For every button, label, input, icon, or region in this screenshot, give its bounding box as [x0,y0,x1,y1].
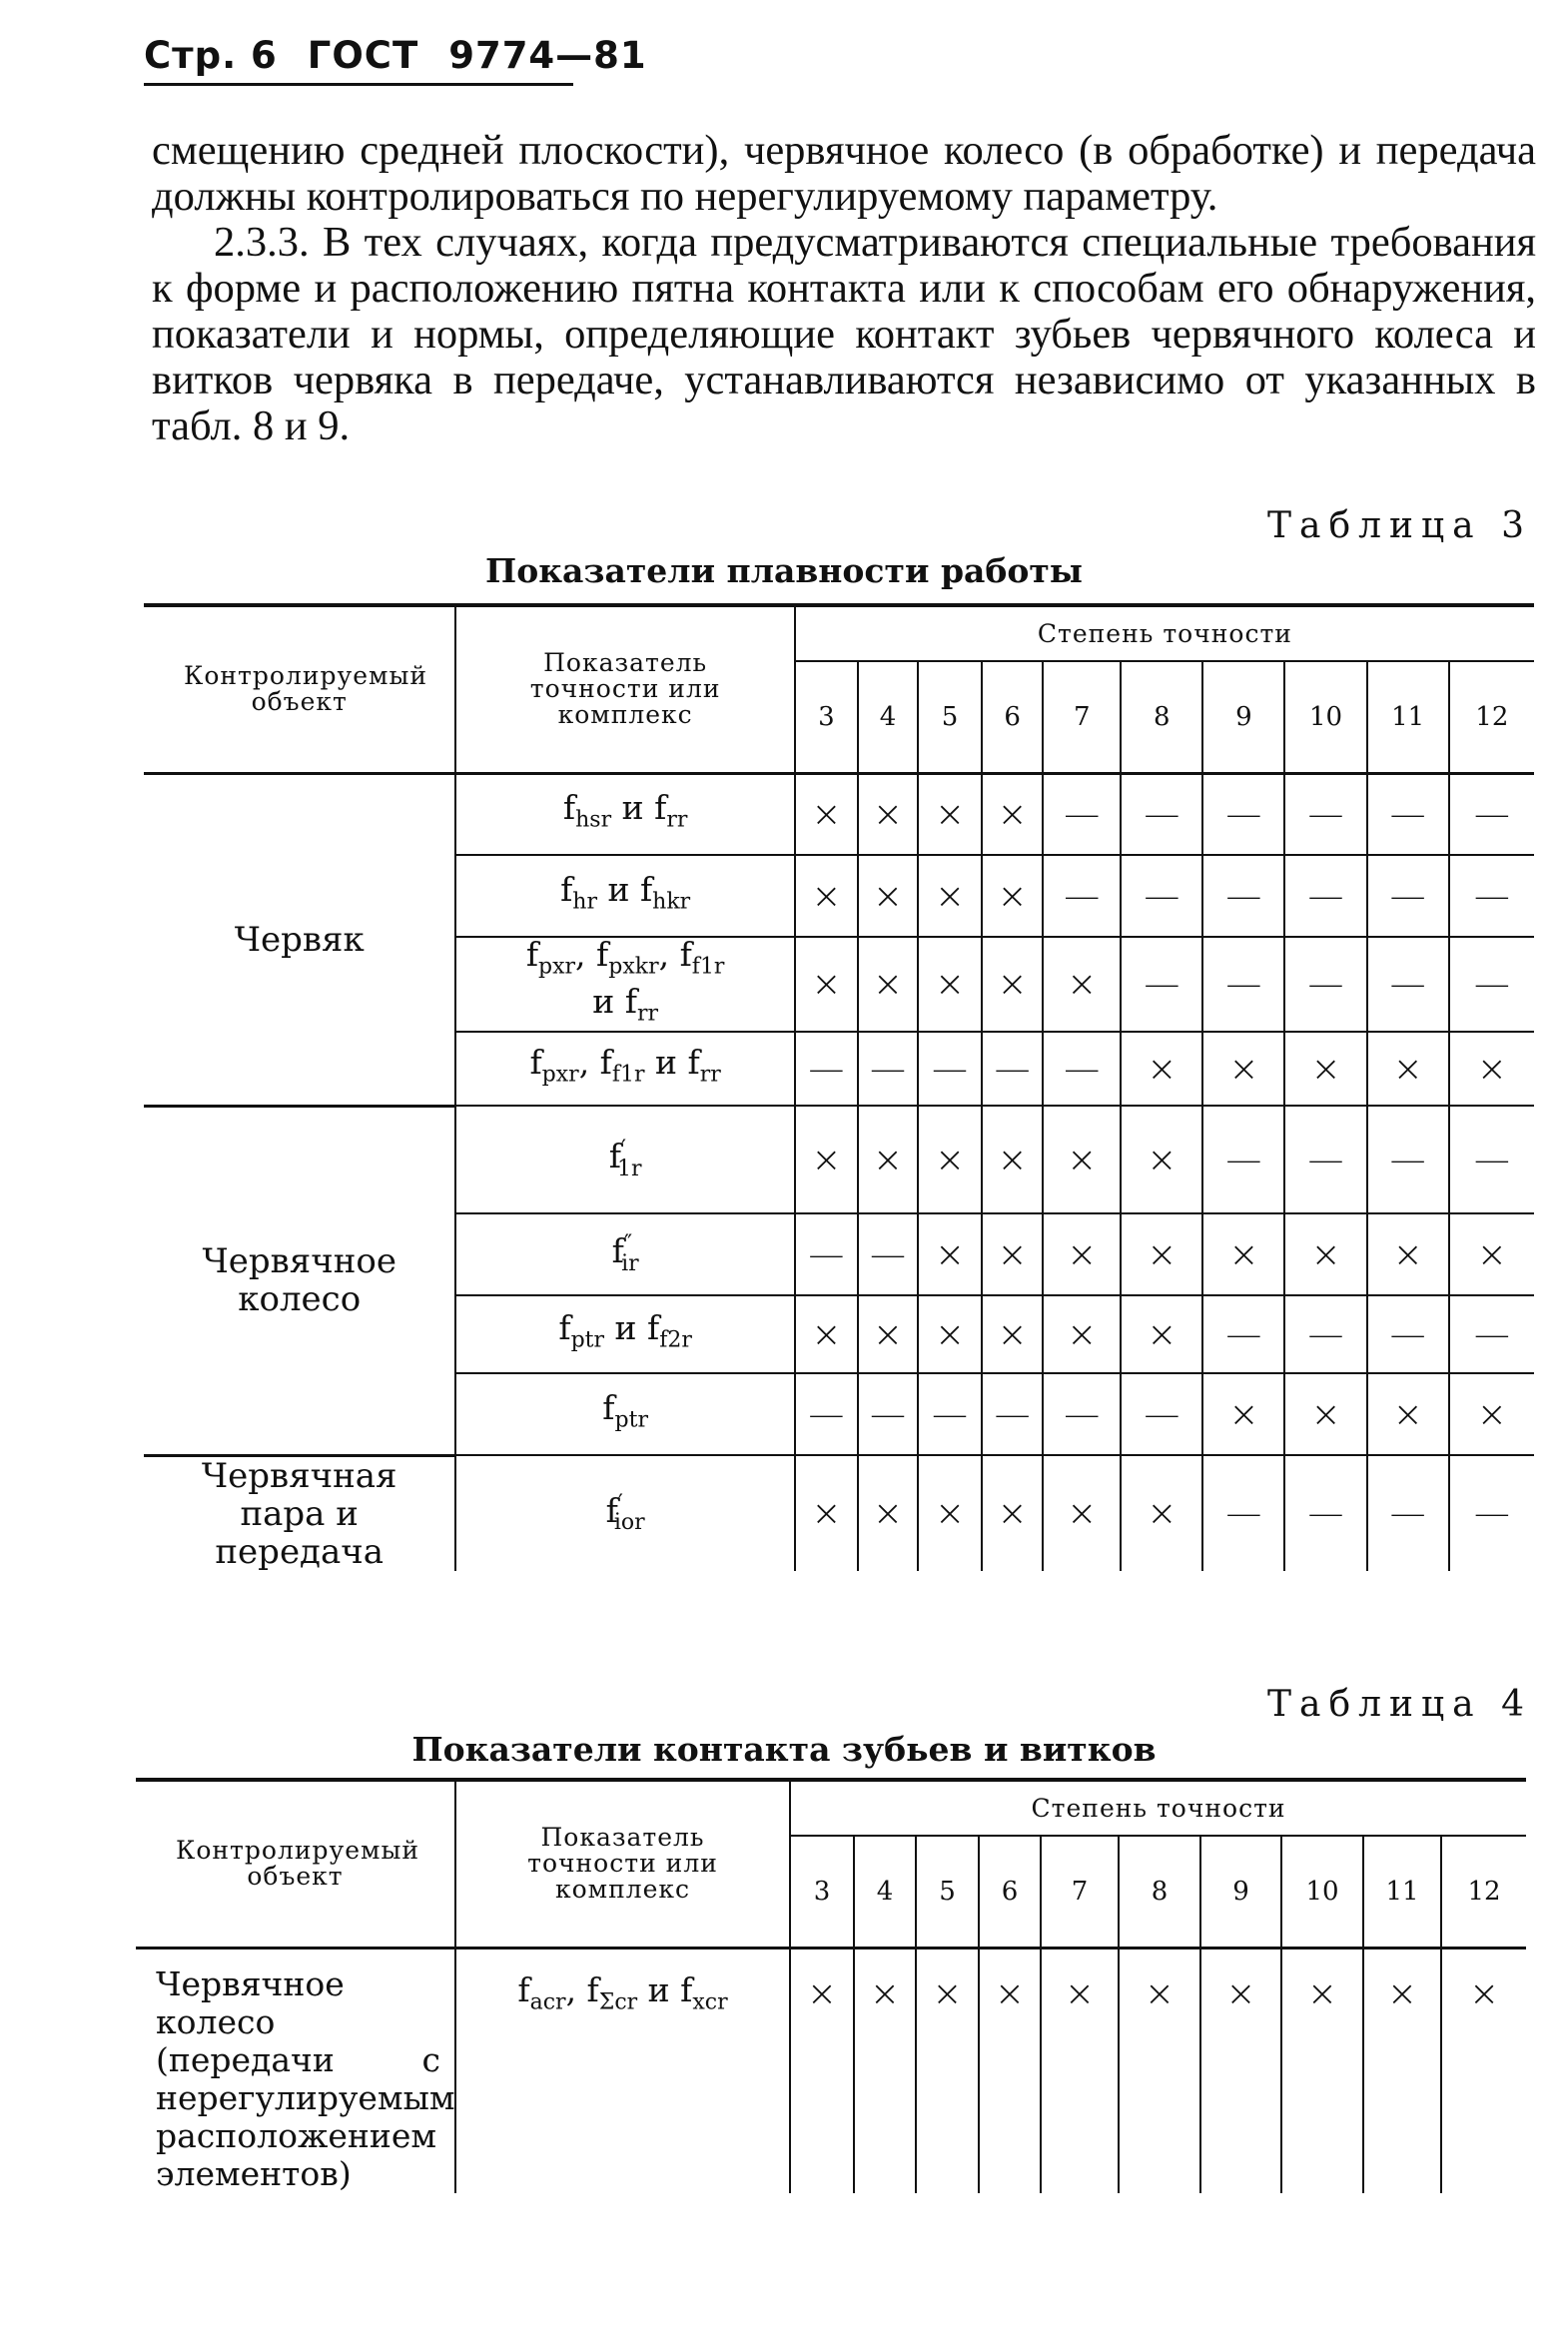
table4-mark-cell: × [1281,1948,1363,2193]
table3-mark-cell: — [918,1373,982,1455]
table3-mark-cell: — [1367,1295,1449,1373]
table3-mark-cell: × [1284,1373,1366,1455]
table3-mark-cell: × [918,1213,982,1295]
table4-mark-cell: × [1041,1948,1119,2193]
table4-degree-10: 10 [1281,1836,1363,1948]
table4-degree-11: 11 [1363,1836,1441,1948]
body-text [152,128,1536,449]
table3-degree-4: 4 [858,661,918,773]
table3-mark-cell: — [1367,773,1449,855]
table3-mark-cell: × [982,1455,1043,1571]
table3-caption: Таблица 3 [1267,505,1532,546]
table3-mark-cell: × [1121,1295,1202,1373]
table3-header-degree: Степень точности [795,605,1534,661]
table3-degree-6: 6 [982,661,1043,773]
table3-degree-8: 8 [1121,661,1202,773]
table3-mark-cell: — [1367,855,1449,937]
table3-object-cell: Червячное колесо [144,1106,455,1455]
table4 [136,1778,1526,2193]
table3-mark-cell: — [1367,1106,1449,1213]
table-row [144,1106,1534,1213]
table3-indicator-cell: $f_{ptr}$ [455,1373,794,1455]
table3-mark-cell: × [858,1295,918,1373]
table3-mark-cell: × [1202,1032,1284,1106]
table3-mark-cell: — [1121,937,1202,1032]
table4-caption: Таблица 4 [1267,1684,1532,1725]
table3-mark-cell: × [1043,1295,1121,1373]
table3-mark-cell: × [1043,1213,1121,1295]
standard-number: 9774—81 [448,34,647,77]
table3-mark-cell: — [1202,773,1284,855]
table3-mark-cell: — [1202,937,1284,1032]
standard-label: ГОСТ [307,34,419,77]
table3-indicator-cell: $f_{hr}$ и $f_{hkr}$ [455,855,794,937]
table3-mark-cell: — [1284,773,1366,855]
table4-degree-9: 9 [1200,1836,1281,1948]
table3-mark-cell: × [1449,1032,1534,1106]
table3-mark-cell: — [1367,1455,1449,1571]
table3-mark-cell: — [1202,1295,1284,1373]
table4-mark-cell: × [854,1948,916,2193]
table3-header-object: Контролируемый объект [144,605,455,773]
table3-object-cell: Червяк [144,773,455,1106]
table4-header-degree: Степень точности [790,1780,1526,1836]
table3-mark-cell: × [795,855,858,937]
table3-mark-cell: × [1121,1032,1202,1106]
table3-mark-cell: × [982,773,1043,855]
table4-degree-5: 5 [916,1836,979,1948]
table3-mark-cell: × [858,855,918,937]
table3-mark-cell: × [1202,1213,1284,1295]
table3-mark-cell: — [1121,773,1202,855]
table3-indicator-cell: $f_{pxr}$, $f_{f1r}$ и $f_{rr}$ [455,1032,794,1106]
table3-mark-cell: — [858,1032,918,1106]
table4-object-cell: Червячное колесо (передачи с нерегулируемым расположением элементов) [156,1963,455,2193]
table3-mark-cell: — [1043,1373,1121,1455]
table3-mark-cell: — [1449,855,1534,937]
table3-mark-cell: × [1449,1373,1534,1455]
table3-mark-cell: × [918,855,982,937]
page-header [144,34,647,86]
table3-mark-cell: — [1284,1106,1366,1213]
table3-mark-cell: — [1043,773,1121,855]
table3-indicator-cell: $f_{pxr}$, $f_{pxkr}$, $f_{f1r}$ и $f_{rr}$ [455,937,794,1032]
table4-header-indicator: Показатель точности или комплекс [455,1780,790,1948]
table3-header-indicator: Показатель точности или комплекс [455,605,794,773]
table3-mark-cell: × [982,1295,1043,1373]
table3-degree-10: 10 [1284,661,1366,773]
table3-mark-cell: — [1367,937,1449,1032]
table3-mark-cell: — [1449,1295,1534,1373]
table4-mark-cell: × [1363,1948,1441,2193]
table3-indicator-cell: $f_{hsr}$ и $f_{rr}$ [455,773,794,855]
table3-mark-cell: × [795,1106,858,1213]
table3-title: Показатели плавности работы [485,551,1083,590]
table3-degree-9: 9 [1202,661,1284,773]
table3-mark-cell: — [858,1373,918,1455]
table4-mark-cell: × [790,1948,854,2193]
table3-mark-cell: × [1043,1455,1121,1571]
table4-degree-4: 4 [854,1836,916,1948]
table4-degree-3: 3 [790,1836,854,1948]
table3-object-cell: Червячная пара и передача [201,1455,397,1572]
table3-mark-cell: × [1043,1106,1121,1213]
table-row [136,1948,1526,2193]
table4-mark-cell: × [1119,1948,1200,2193]
table3-mark-cell: × [1121,1455,1202,1571]
table3-mark-cell: × [918,773,982,855]
table4-degree-8: 8 [1119,1836,1200,1948]
table3-mark-cell: × [858,937,918,1032]
table3-mark-cell: — [795,1373,858,1455]
table4-degree-12: 12 [1441,1836,1526,1948]
table3-mark-cell: × [1449,1213,1534,1295]
table3-mark-cell: × [1367,1373,1449,1455]
table3-mark-cell: × [858,773,918,855]
table3-mark-cell: — [1121,855,1202,937]
table3-mark-cell: — [1284,1455,1366,1571]
table4-mark-cell: × [1200,1948,1281,2193]
table3-mark-cell: × [1202,1373,1284,1455]
page-number: Стр. 6 [144,34,278,77]
table3-mark-cell: × [795,1295,858,1373]
table4-mark-cell: × [1441,1948,1526,2193]
table3-degree-3: 3 [795,661,858,773]
table3-mark-cell: × [1121,1106,1202,1213]
table3-mark-cell: × [982,1213,1043,1295]
table3-mark-cell: — [795,1032,858,1106]
paragraph-continuation: смещению средней плоскости), червячное колесо (в обработке) и передача должны контролироваться по нерегулируемому параметру. [152,127,1536,220]
table3-mark-cell: — [982,1373,1043,1455]
table3-mark-cell: — [1043,1032,1121,1106]
table3-indicator-cell: $f''_{ir}$ [455,1213,794,1295]
table3-indicator-cell: $f_{ptr}$ и $f_{f2r}$ [455,1295,794,1373]
table3-mark-cell: × [1367,1213,1449,1295]
table3-mark-cell: — [1284,937,1366,1032]
table4-degree-7: 7 [1041,1836,1119,1948]
table3 [144,603,1534,1571]
table3-mark-cell: — [795,1213,858,1295]
table3-mark-cell: × [918,1295,982,1373]
table3-mark-cell: × [918,1106,982,1213]
table3-degree-7: 7 [1043,661,1121,773]
table3-mark-cell: × [1367,1032,1449,1106]
table3-mark-cell: — [1449,1455,1534,1571]
table4-mark-cell: × [979,1948,1041,2193]
table3-mark-cell: × [795,937,858,1032]
table-row [144,773,1534,855]
table3-mark-cell: — [918,1032,982,1106]
table-row [144,1455,1534,1571]
table3-mark-cell: × [795,773,858,855]
table3-mark-cell: × [1121,1213,1202,1295]
table3-mark-cell: — [1043,855,1121,937]
table3-mark-cell: × [982,1106,1043,1213]
table3-mark-cell: × [982,937,1043,1032]
table4-mark-cell: × [916,1948,979,2193]
table3-degree-12: 12 [1449,661,1534,773]
table3-mark-cell: × [795,1455,858,1571]
table3-mark-cell: — [1284,1295,1366,1373]
table3-mark-cell: × [1284,1213,1366,1295]
table3-mark-cell: — [1449,937,1534,1032]
table3-mark-cell: × [1284,1032,1366,1106]
table4-header-object: Контролируемый объект [136,1780,455,1948]
table3-mark-cell: — [1284,855,1366,937]
table3-mark-cell: × [918,937,982,1032]
table3-indicator-cell: $f'_{1r}$ [455,1106,794,1213]
table3-mark-cell: — [982,1032,1043,1106]
table3-mark-cell: × [858,1455,918,1571]
table3-mark-cell: × [1043,937,1121,1032]
table3-mark-cell: — [1202,1455,1284,1571]
table3-mark-cell: — [1449,1106,1534,1213]
table4-indicator-cell: $f_{acr}$, $f_{\Sigma cr}$ и $f_{xcr}$ [455,1948,790,2193]
table3-mark-cell: — [858,1213,918,1295]
paragraph-2-3-3: 2.3.3. В тех случаях, когда предусматриваются специальные требования к форме и расположению пятна контакта или к способам его обнаружения, показатели и нормы, определяющие контакт зубьев червячного колеса и витков червяка в передаче, устанавливаются независимо от указанных в табл. 8 и 9. [152,219,1536,449]
table3-degree-5: 5 [918,661,982,773]
table3-indicator-cell: $f'_{ior}$ [455,1455,794,1571]
table3-mark-cell: × [982,855,1043,937]
table3-mark-cell: — [1202,855,1284,937]
table3-mark-cell: × [918,1455,982,1571]
table4-title: Показатели контакта зубьев и витков [411,1730,1157,1769]
table3-degree-11: 11 [1367,661,1449,773]
table3-mark-cell: — [1121,1373,1202,1455]
table3-mark-cell: — [1449,773,1534,855]
table3-mark-cell: — [1202,1106,1284,1213]
table4-degree-6: 6 [979,1836,1041,1948]
table3-mark-cell: × [858,1106,918,1213]
